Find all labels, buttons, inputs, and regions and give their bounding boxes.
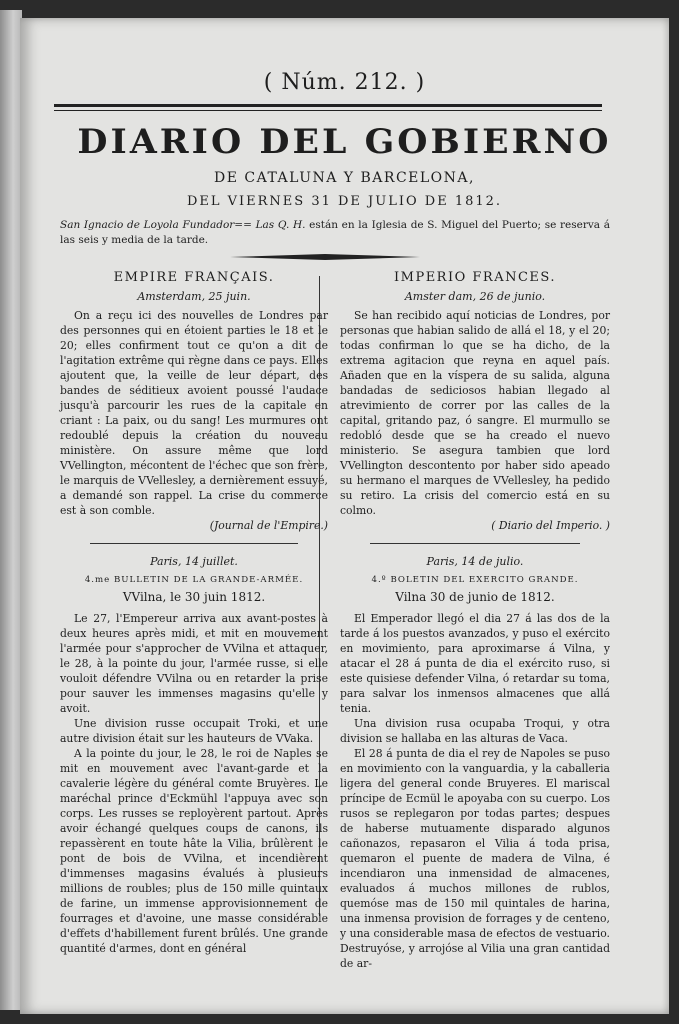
french-paragraph: On a reçu ici des nouvelles de Londres par des personnes qui en étoient parties le 18 et le 20; elles confirment tout ce qu'on a dit de l'agitation extrême qui règne dans ce pays. Elles ajoutent que, la veille de leur départ, des bandes de séditieux avoient poussé l'audace jusqu'à parcourir les rues de la capitale en criant : La paix, ou du sang! Les murmures ont redoublé depuis la création du nouveau ministère. On assure même que lord VVellington, mécontent de l'échec que son frère, le marquis de VVellesley, a dernièrement essuyé, a demandé son rappel. La crise du commerce est à son comble. [60,309,328,517]
french-citation: (Journal de l'Empire.) [209,519,328,532]
saint-of-the-day [60,218,610,248]
spanish-column [340,270,610,971]
french-heading: EMPIRE FRANÇAIS. [113,270,275,285]
saint-rest: están en la Iglesia de S. Miguel del Puerto; se reserva á las seis y media de la tarde. [60,219,610,246]
french-paragraph: Le 27, l'Empereur arriva aux avant-postes à deux heures après midi, et mit en mouvement l'armée pour s'approcher de VVilna et attaquer, le 28, à la pointe du jour, l'armée russe, si elle vouloit défendre VVilna ou en retarder la prise pour sauver les immenses magasins qu'elle y avoit. [60,612,328,715]
french-column [60,270,328,956]
spanish-place-date: Vilna 30 de junio de 1812. [395,590,555,604]
french-paragraph: A la pointe du jour, le 28, le roi de Naples se mit en mouvement avec l'avant-garde et la cavalerie légère du général comte Bruyères. Le maréchal prince d'Eckmühl l'appuya avec son corps. Les russes se reployèrent partout. Après avoir échangé quelques coups de canons, ils repassèrent en toute hâte la Vilia, brûlèrent le pont de bois de VVilna, et incendièrent d'immenses magasins évalués à plusieurs millions de roubles; plus de 150 mille quintaux de farine, un immense approvisionnement de fourrages et d'avoine, une masse considérable d'effets d'habillement furent brûlés. Une grande quantité d'armes, dont en général [60,747,328,955]
section-separator [90,543,298,544]
spanish-dateline-paris: Paris, 14 de julio. [426,555,524,568]
french-paragraph: Une division russe occupait Troki, et une autre division était sur les hauteurs de VVaka. [60,717,328,745]
spanish-heading: IMPERIO FRANCES. [394,270,556,285]
spanish-citation: ( Diario del Imperio. ) [491,519,610,532]
french-place-date: VVilna, le 30 juin 1812. [122,590,266,604]
spanish-paragraph: El 28 á punta de dia el rey de Napoles se puso en movimiento con la vanguardia, y la caballeria ligera del general conde Bruyeres. El mariscal príncipe de Ecmül le apoyaba con su cuerpo. Los rusos se replegaron por todas partes; despues de haberse mutuamente disparado algunos cañonazos, repasaron el Vilia á toda prisa, quemaron el puente de madera de Vilna, é incendiaron una inmensidad de almacenes, evaluados á muchos millones de rublos, quemóse mas de 150 mil quintales de harina, una inmensa provision de forrages y de centeno, y una considerable masa de efectos de vestuario. Destruyóse, y arrojóse al Vilia una gran cantidad de ar- [340,747,610,970]
issue-date: DEL VIERNES 31 DE JULIO DE 1812. [186,194,503,209]
newspaper-page [20,18,669,1014]
spanish-paragraph: Se han recibido aquí noticias de Londres, por personas que habian salido de allá el 18, y el 20; todas confirman lo que se ha dicho, de la extrema agitacion que reyna en aquel país. Añaden que en la víspera de su salida, alguna bandadas de sediciosos habian llegado al atrevimiento de correr por las calles de la capital, gritando paz, ó sangre. El murmullo se redobló desde que se ha creado el nuevo ministerio. Se asegura tambien que lord VVellington descontento por haber sido apeado su hermano el marques de VVellesley, ha pedido su retiro. La crisis del comercio está en su colmo. [340,309,610,517]
spanish-dateline-amsterdam: Amster dam, 26 de junio. [404,290,546,303]
saint-italic: San Ignacio de Loyola Fundador== Las Q. H. [60,219,306,231]
spanish-paragraph: Una division rusa ocupaba Troqui, y otra division se hallaba en las alturas de Vaca. [340,717,610,745]
header-rule-top [54,104,602,107]
issue-number: ( Núm. 212. ) [263,70,426,95]
french-dateline-amsterdam: Amsterdam, 25 juin. [137,290,251,303]
spanish-bulletin-title: 4.º BOLETIN DEL EXERCITO GRANDE. [371,575,579,585]
french-dateline-paris: Paris, 14 juillet. [150,555,238,568]
ornament-rule [230,253,420,261]
spanish-paragraph: El Emperador llegó el dia 27 á las dos de la tarde á los puestos avanzados, y puso el exército en movimiento, para aproximarse á Vilna, y atacar el 28 á punta de dia el exército ruso, si este quisiese defender Vilna, ó retardar su toma, para salvar los inmensos almacenes que allá tenia. [340,612,610,715]
masthead-subtitle: DE CATALUNA Y BARCELONA, [214,170,475,186]
header-rule-top-thin [54,110,602,111]
masthead-title: DIARIO DEL GOBIERNO [77,122,612,162]
section-separator [370,543,580,544]
french-bulletin-title: 4.me BULLETIN DE LA GRANDE-ARMÉE. [84,575,304,585]
